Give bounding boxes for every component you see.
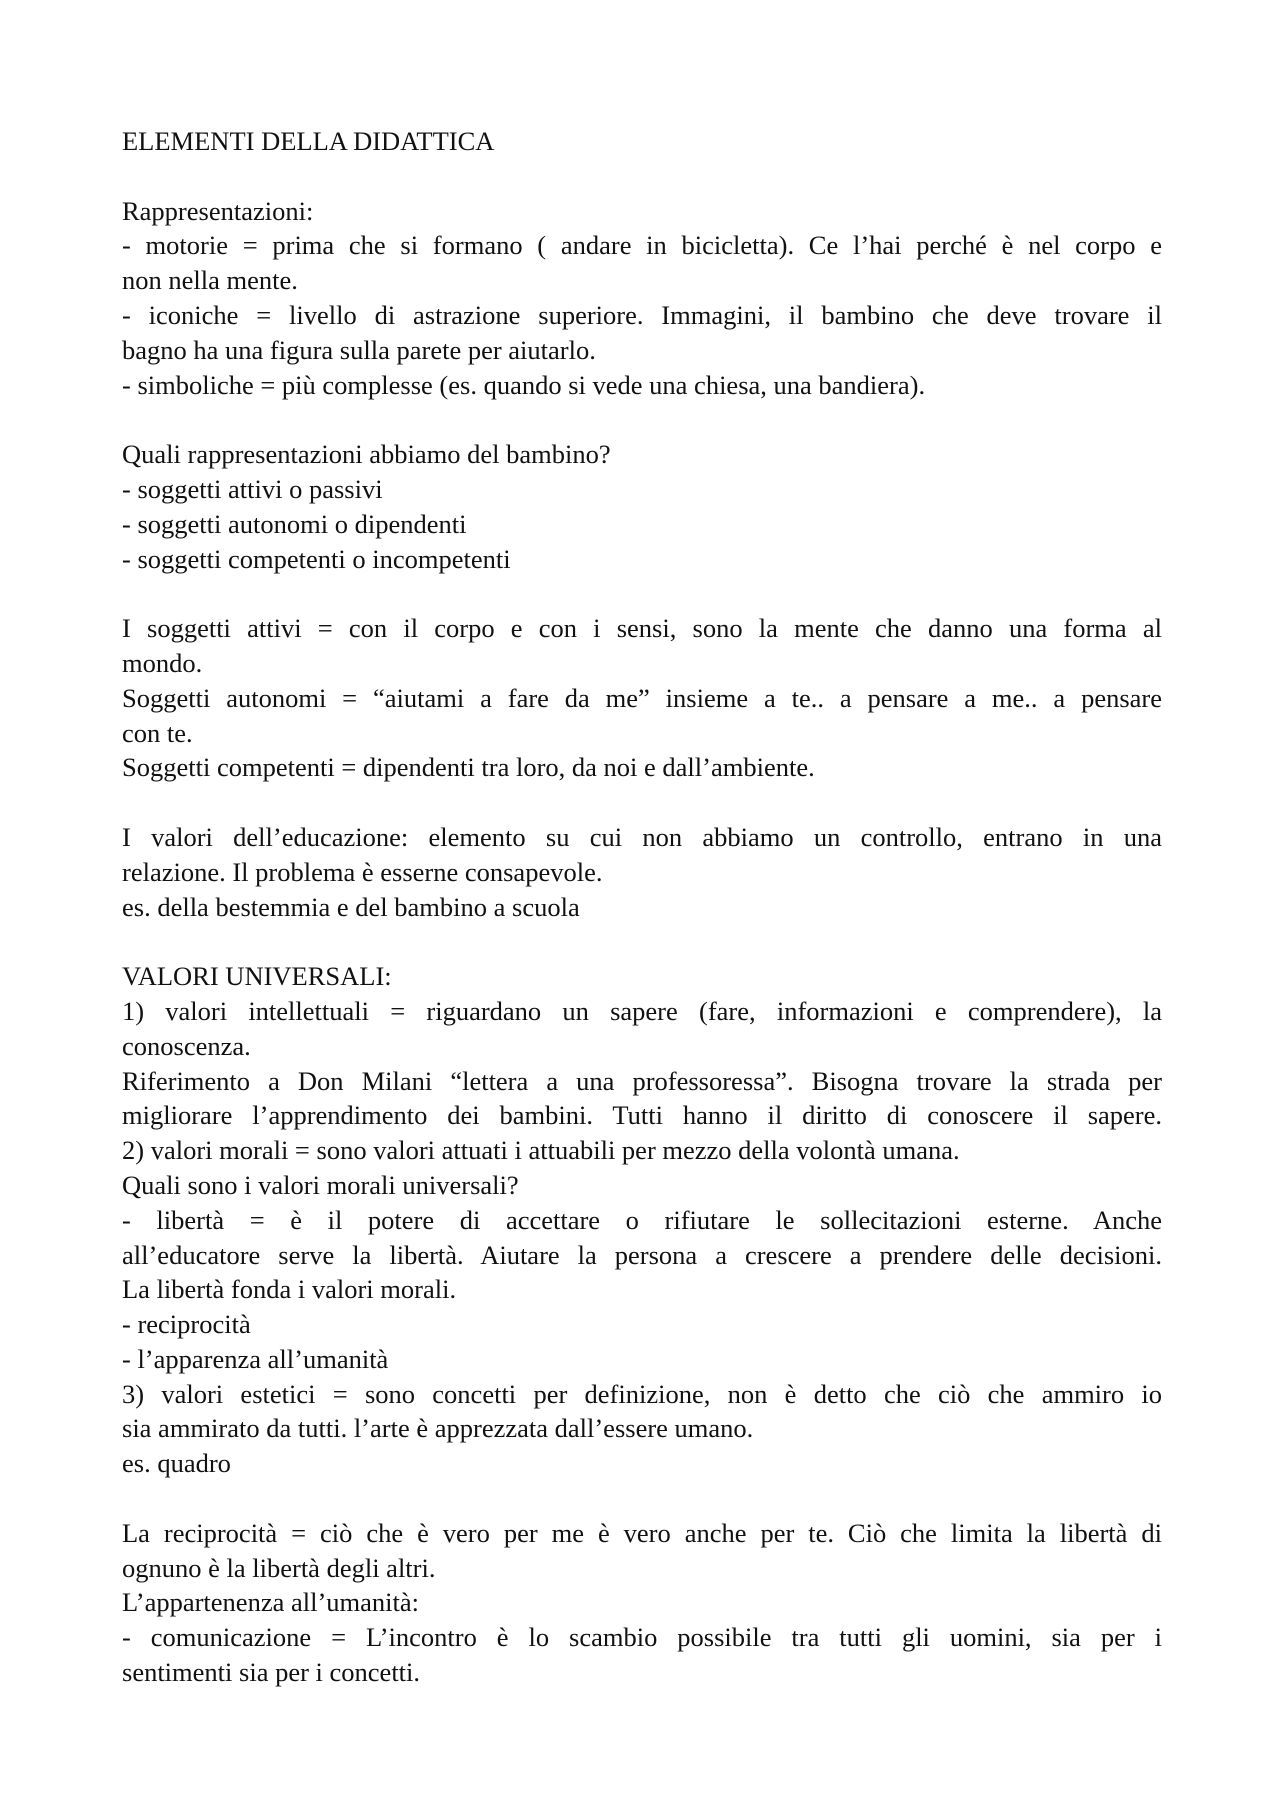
document-title: ELEMENTI DELLA DIDATTICA [122,126,495,156]
text-line: - motorie = prima che si formano ( andare in bicicletta). Ce l’hai perché è nel corpo e [122,230,1162,261]
text-line: sentimenti sia per i concetti. [122,1657,421,1688]
blank-line [122,924,1162,959]
text-line: Quali sono i valori morali universali? [122,1169,519,1200]
text-line: bagno ha una figura sulla parete per aiutarlo. [122,334,596,365]
text-line: con te. [122,717,193,748]
text-line: ognuno è la libertà degli altri. [122,1552,436,1583]
text-line: 3) valori estetici = sono concetti per definizione, non è detto che ciò che ammiro io [122,1378,1162,1409]
text-line: conoscenza. [122,1030,251,1061]
text-line: 2) valori morali = sono valori attuati i attuabili per mezzo della volontà umana. [122,1135,960,1166]
text-line: I soggetti attivi = con il corpo e con i sensi, sono la mente che danno una forma al [122,613,1162,644]
blank-line [122,785,1162,820]
section-heading-question: Quali rappresentazioni abbiamo del bambino? [122,439,611,470]
text-line: relazione. Il problema è esserne consapevole. [122,856,603,887]
blank-line [122,159,1162,194]
text-line: - iconiche = livello di astrazione superiore. Immagini, il bambino che deve trovare il [122,299,1162,330]
section-heading-valori-universali: VALORI UNIVERSALI: [122,961,392,992]
text-line: 1) valori intellettuali = riguardano un sapere (fare, informazioni e comprendere), la [122,995,1162,1026]
section-heading-rappresentazioni: Rappresentazioni: [122,195,314,226]
text-line: - comunicazione = L’incontro è lo scambio possibile tra tutti gli uomini, sia per i [122,1622,1162,1653]
blank-line [122,402,1162,437]
text-line: - libertà = è il potere di accettare o rifiutare le sollecitazioni esterne. Anche [122,1204,1162,1235]
blank-line [122,1481,1162,1516]
text-line: La libertà fonda i valori morali. [122,1274,457,1305]
document-page [122,124,1162,1690]
text-line: Riferimento a Don Milani “lettera a una professoressa”. Bisogna trovare la strada per [122,1065,1162,1096]
list-item: - soggetti autonomi o dipendenti [122,508,467,539]
list-item: - soggetti competenti o incompetenti [122,543,511,574]
list-item: - reciprocità [122,1309,251,1340]
blank-line [122,576,1162,611]
text-line: sia ammirato da tutti. l’arte è apprezzata dall’essere umano. [122,1413,754,1444]
text-line: es. della bestemmia e del bambino a scuola [122,891,580,922]
text-line: all’educatore serve la libertà. Aiutare la persona a crescere a prendere delle decisioni. [122,1239,1162,1270]
text-line: - simboliche = più complesse (es. quando si vede una chiesa, una bandiera). [122,369,926,400]
text-line: Soggetti competenti = dipendenti tra loro, da noi e dall’ambiente. [122,752,815,783]
list-item: - soggetti attivi o passivi [122,473,383,504]
text-line: I valori dell’educazione: elemento su cui non abbiamo un controllo, entrano in una [122,821,1162,852]
list-item: - l’apparenza all’umanità [122,1343,389,1374]
text-line: mondo. [122,647,203,678]
text-line: non nella mente. [122,265,298,296]
text-line: L’appartenenza all’umanità: [122,1587,419,1618]
text-line: es. quadro [122,1448,231,1479]
text-line: migliorare l’apprendimento dei bambini. Tutti hanno il diritto di conoscere il sapere. [122,1100,1162,1131]
text-line: La reciprocità = ciò che è vero per me è vero anche per te. Ciò che limita la libertà di [122,1517,1162,1548]
text-line: Soggetti autonomi = “aiutami a fare da me” insieme a te.. a pensare a me.. a pensare [122,682,1162,713]
